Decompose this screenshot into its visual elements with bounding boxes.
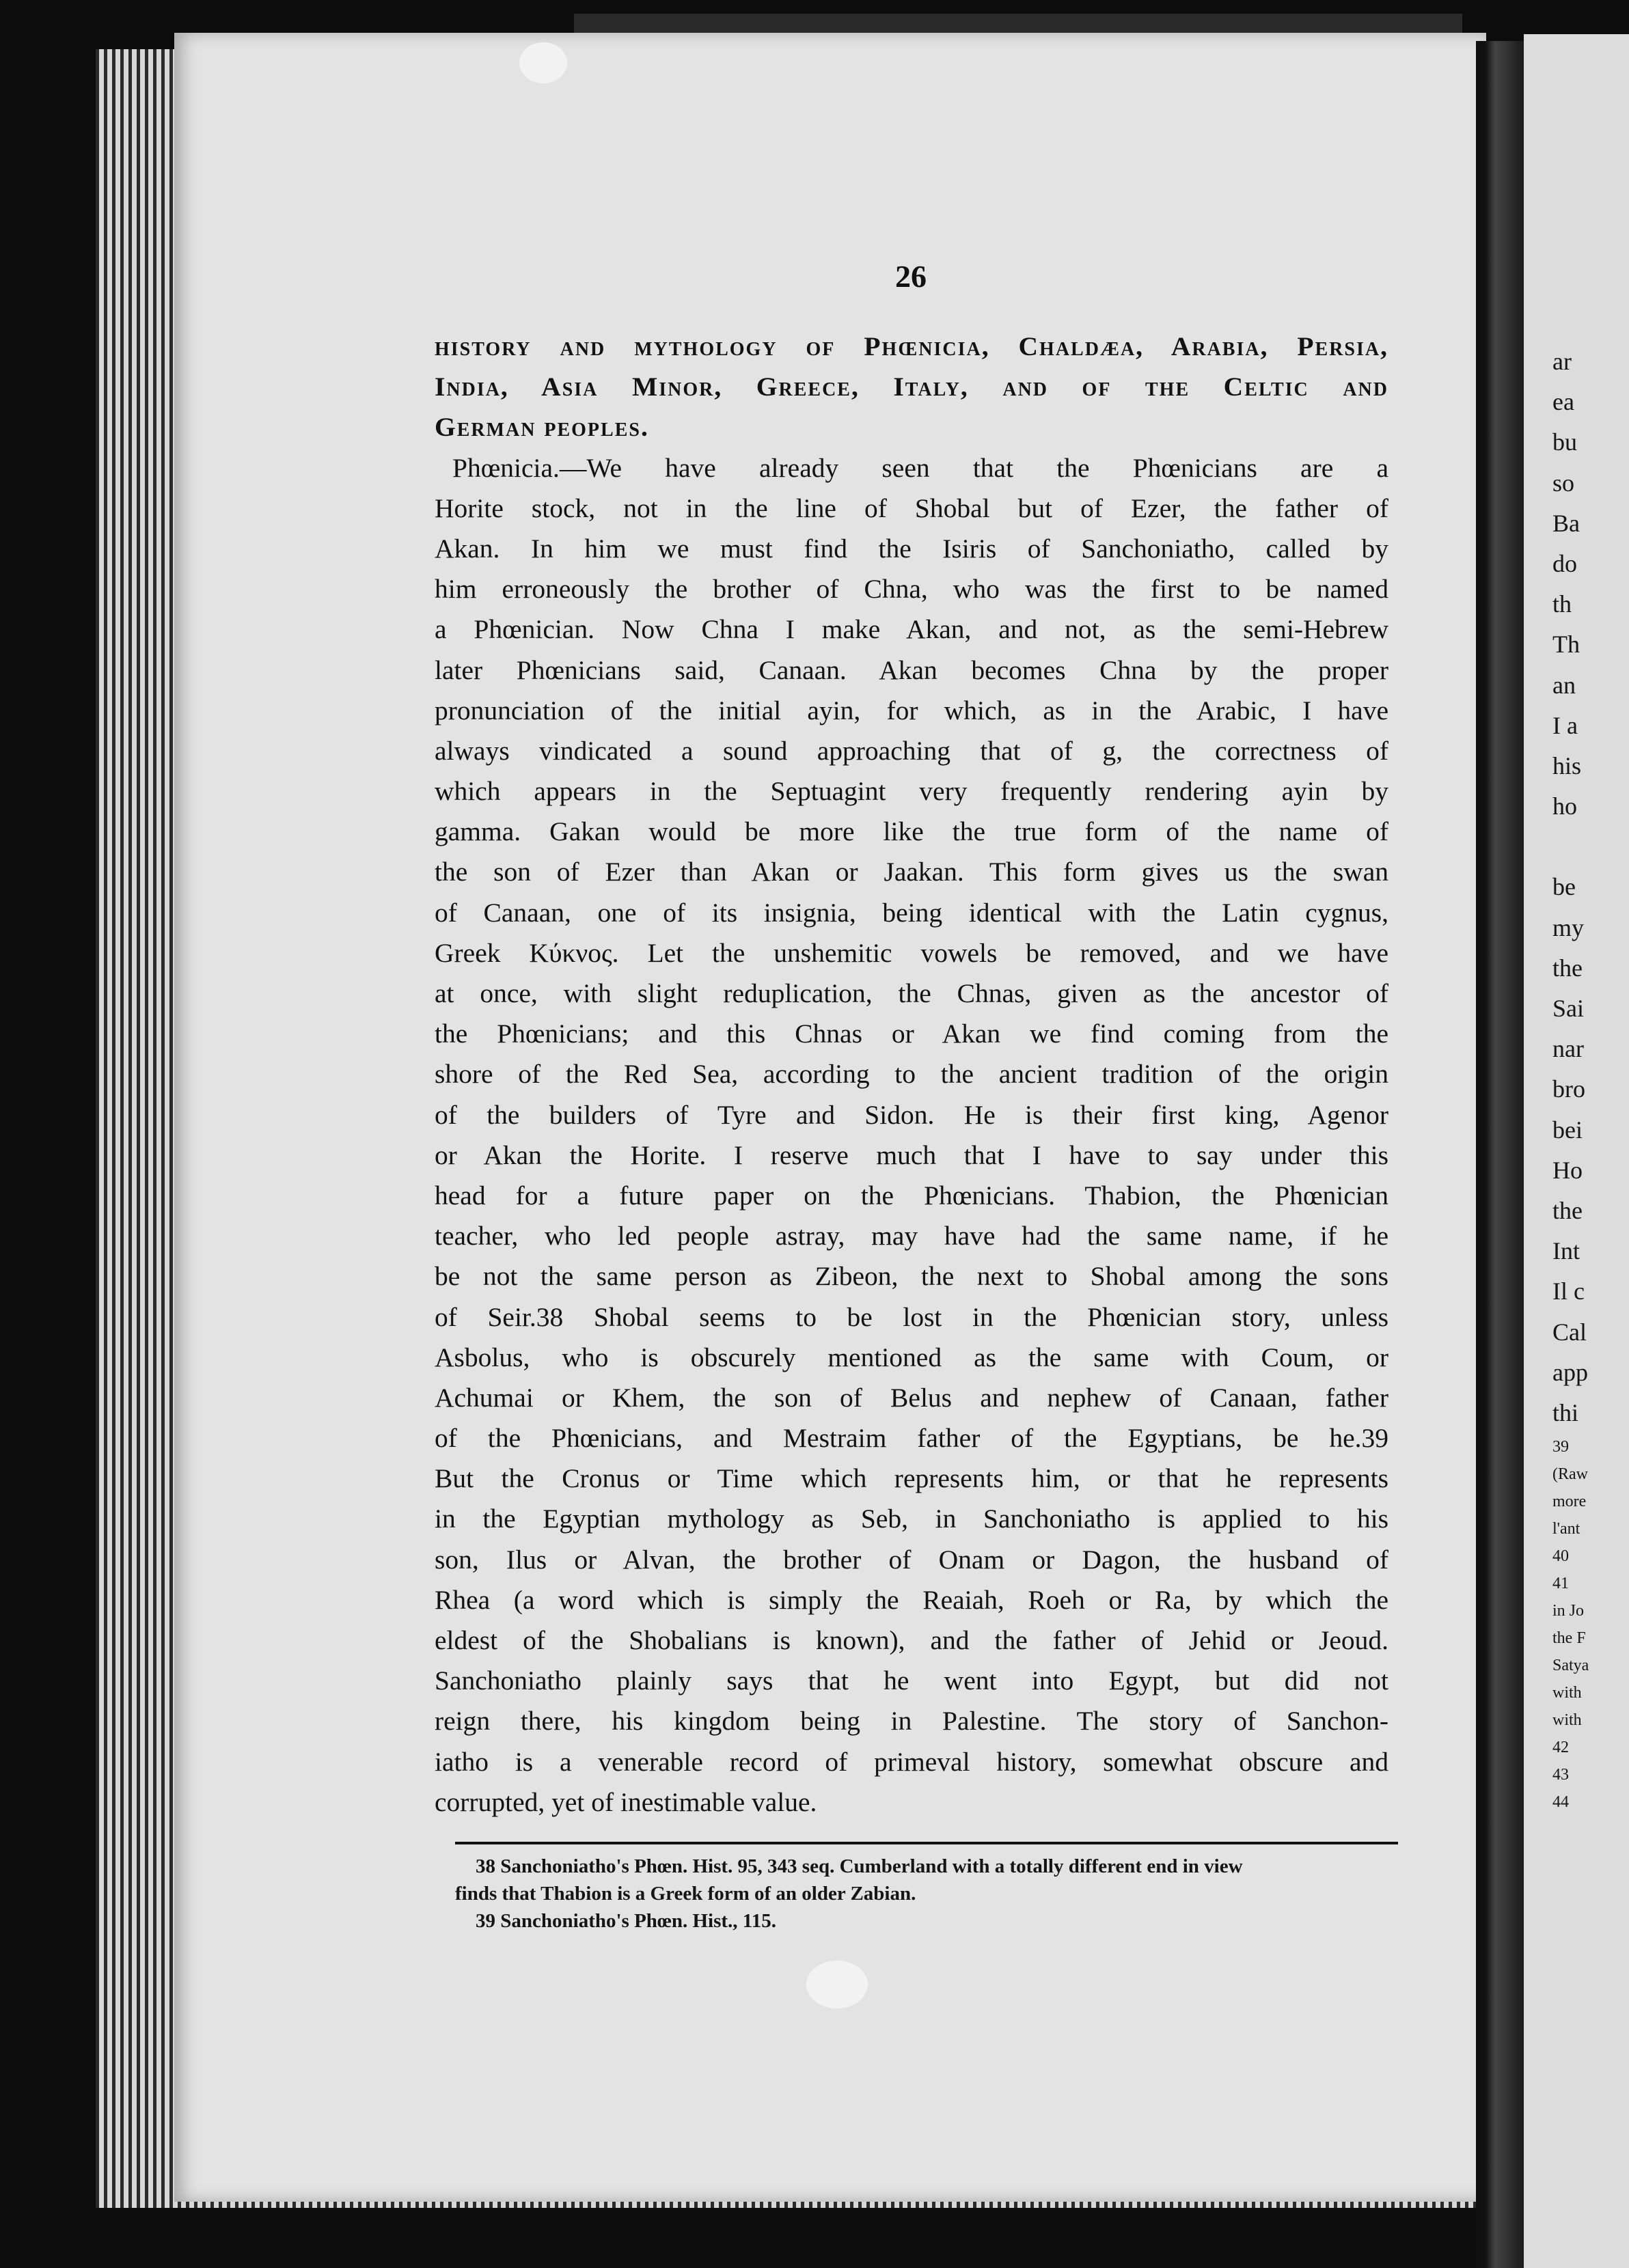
text-line: later Phœnicians said, Canaan. Akan becomes Chna by the proper	[435, 654, 1388, 685]
fragment: my	[1552, 913, 1585, 941]
text-line: But the Cronus or Time which represents him, or that he represents	[435, 1463, 1388, 1494]
fragment: ea	[1552, 388, 1574, 416]
fragment: Ba	[1552, 509, 1580, 537]
text-line: in the Egyptian mythology as Seb, in Sanchoniatho is applied to his	[435, 1504, 1388, 1534]
fragment	[1552, 827, 1629, 867]
footnote-fragment: 40	[1552, 1547, 1569, 1566]
text-line: eldest of the Shobalians is known), and the father of Jehid or Jeoud.	[435, 1625, 1388, 1655]
footnote-fragment: with	[1552, 1684, 1582, 1702]
scan-speck	[806, 1961, 868, 2008]
text-line: head for a future paper on the Phœnicians. Thabion, the Phœnician	[435, 1180, 1388, 1211]
fragment: I a	[1552, 711, 1578, 739]
text-line: pronunciation of the initial ayin, for which, as in the Arabic, I have	[435, 695, 1388, 725]
text-line: Phœnicia.—We have already seen that the Phœnicians are a	[452, 452, 1388, 483]
scan-speck	[519, 42, 567, 83]
fragment: Ho	[1552, 1156, 1583, 1184]
footnote-fragment: with	[1552, 1711, 1582, 1730]
facing-page-text	[1552, 342, 1629, 1816]
text-line: a Phœnician. Now Chna I make Akan, and not, as the semi-Hebrew	[435, 614, 1388, 645]
footnote-fragment: 44	[1552, 1793, 1569, 1812]
footnote-line: finds that Thabion is a Greek form of an older Zabian.	[455, 1883, 916, 1905]
heading-line: history and mythology of Phœnicia, Chaldæa, Arabia, Persia,	[435, 331, 1388, 361]
fragment: so	[1552, 469, 1575, 497]
text-line: iatho is a venerable record of primeval history, somewhat obscure and	[435, 1746, 1388, 1777]
fragment: nar	[1552, 1035, 1584, 1063]
text-line: Greek Κύκνος. Let the unshemitic vowels be removed, and we have	[435, 937, 1388, 968]
text-line: son, Ilus or Alvan, the brother of Onam or Dagon, the husband of	[435, 1544, 1388, 1575]
fragment: app	[1552, 1358, 1588, 1386]
fragment: an	[1552, 671, 1576, 699]
heading-line: India, Asia Minor, Greece, Italy, and of the Celtic and	[435, 372, 1388, 402]
text-line: Rhea (a word which is simply the Reaiah, Roeh or Ra, by which the	[435, 1584, 1388, 1615]
footnote-fragment: 42	[1552, 1739, 1569, 1757]
text-line: teacher, who led people astray, may have had the same name, if he	[435, 1221, 1388, 1251]
book-gutter	[1476, 41, 1524, 2268]
fragment: bei	[1552, 1116, 1583, 1144]
text-line: at once, with slight reduplication, the Chnas, given as the ancestor of	[435, 978, 1388, 1008]
text-line: Horite stock, not in the line of Shobal but of Ezer, the father of	[435, 493, 1388, 523]
text-line: always vindicated a sound approaching that of g, the correctness of	[435, 735, 1388, 766]
text-line: him erroneously the brother of Chna, who was the first to be named	[435, 574, 1388, 605]
fragment: Th	[1552, 631, 1580, 659]
fragment: do	[1552, 549, 1577, 577]
fragment: Int	[1552, 1237, 1580, 1265]
fragment: the	[1552, 1196, 1583, 1224]
text-line: corrupted, yet of inestimable value.	[435, 1786, 817, 1817]
text-line: or Akan the Horite. I reserve much that I have to say under this	[435, 1139, 1388, 1170]
page-number: 26	[895, 259, 927, 294]
footnote-fragment: Satya	[1552, 1657, 1589, 1675]
footnote-fragment: in Jo	[1552, 1602, 1585, 1620]
footnotes	[455, 1853, 1398, 1935]
footnote-fragment: 39	[1552, 1438, 1569, 1456]
footnote-fragment: l'ant	[1552, 1520, 1580, 1538]
fragment: ar	[1552, 348, 1572, 375]
text-line: Sanchoniatho plainly says that he went into Egypt, but did not	[435, 1665, 1388, 1696]
text-line: of Seir.38 Shobal seems to be lost in the Phœnician story, unless	[435, 1301, 1388, 1332]
fragment: be	[1552, 873, 1576, 901]
footnote-fragment: the F	[1552, 1629, 1586, 1648]
footnote-rule	[455, 1842, 1398, 1844]
text-line: be not the same person as Zibeon, the next to Shobal among the sons	[435, 1261, 1388, 1292]
heading-line: German peoples.	[435, 412, 649, 443]
text-line: of Canaan, one of its insignia, being identical with the Latin cygnus,	[435, 897, 1388, 928]
text-line: Asbolus, who is obscurely mentioned as the same with Coum, or	[435, 1342, 1388, 1372]
footnote-line: 39 Sanchoniatho's Phœn. Hist., 115.	[476, 1910, 776, 1932]
text-line: Achumai or Khem, the son of Belus and nephew of Canaan, father	[435, 1382, 1388, 1413]
page-body	[435, 327, 1388, 1823]
fragment: bu	[1552, 428, 1577, 456]
footnote-fragment: more	[1552, 1493, 1587, 1511]
text-line: of the builders of Tyre and Sidon. He is their first king, Agenor	[435, 1099, 1388, 1130]
fragment: ho	[1552, 792, 1577, 820]
fragment: Cal	[1552, 1318, 1587, 1346]
footnote-fragment: 41	[1552, 1575, 1569, 1593]
fragment: his	[1552, 751, 1582, 779]
text-line: reign there, his kingdom being in Palestine. The story of Sanchon-	[435, 1706, 1388, 1737]
text-line: gamma. Gakan would be more like the true form of the name of	[435, 816, 1388, 847]
fragment: Il c	[1552, 1277, 1585, 1305]
text-line: which appears in the Septuagint very frequently rendering ayin by	[435, 776, 1388, 807]
fragment: the	[1552, 954, 1583, 982]
text-line: Akan. In him we must find the Isiris of Sanchoniatho, called by	[435, 533, 1388, 564]
footnote-fragment: (Raw	[1552, 1465, 1588, 1484]
text-line: the son of Ezer than Akan or Jaakan. This form gives us the swan	[435, 857, 1388, 887]
fragment: thi	[1552, 1398, 1579, 1426]
fragment: th	[1552, 590, 1572, 618]
text-line: the Phœnicians; and this Chnas or Akan we find coming from the	[435, 1019, 1388, 1049]
fragment: Sai	[1552, 995, 1585, 1022]
footnote-line: 38 Sanchoniatho's Phœn. Hist. 95, 343 seq. Cumberland with a totally different end in view	[476, 1855, 1243, 1877]
footnote-fragment: 43	[1552, 1766, 1569, 1784]
text-line: of the Phœnicians, and Mestraim father of the Egyptians, be he.39	[435, 1423, 1388, 1454]
text-line: shore of the Red Sea, according to the ancient tradition of the origin	[435, 1059, 1388, 1090]
fragment: bro	[1552, 1075, 1585, 1103]
